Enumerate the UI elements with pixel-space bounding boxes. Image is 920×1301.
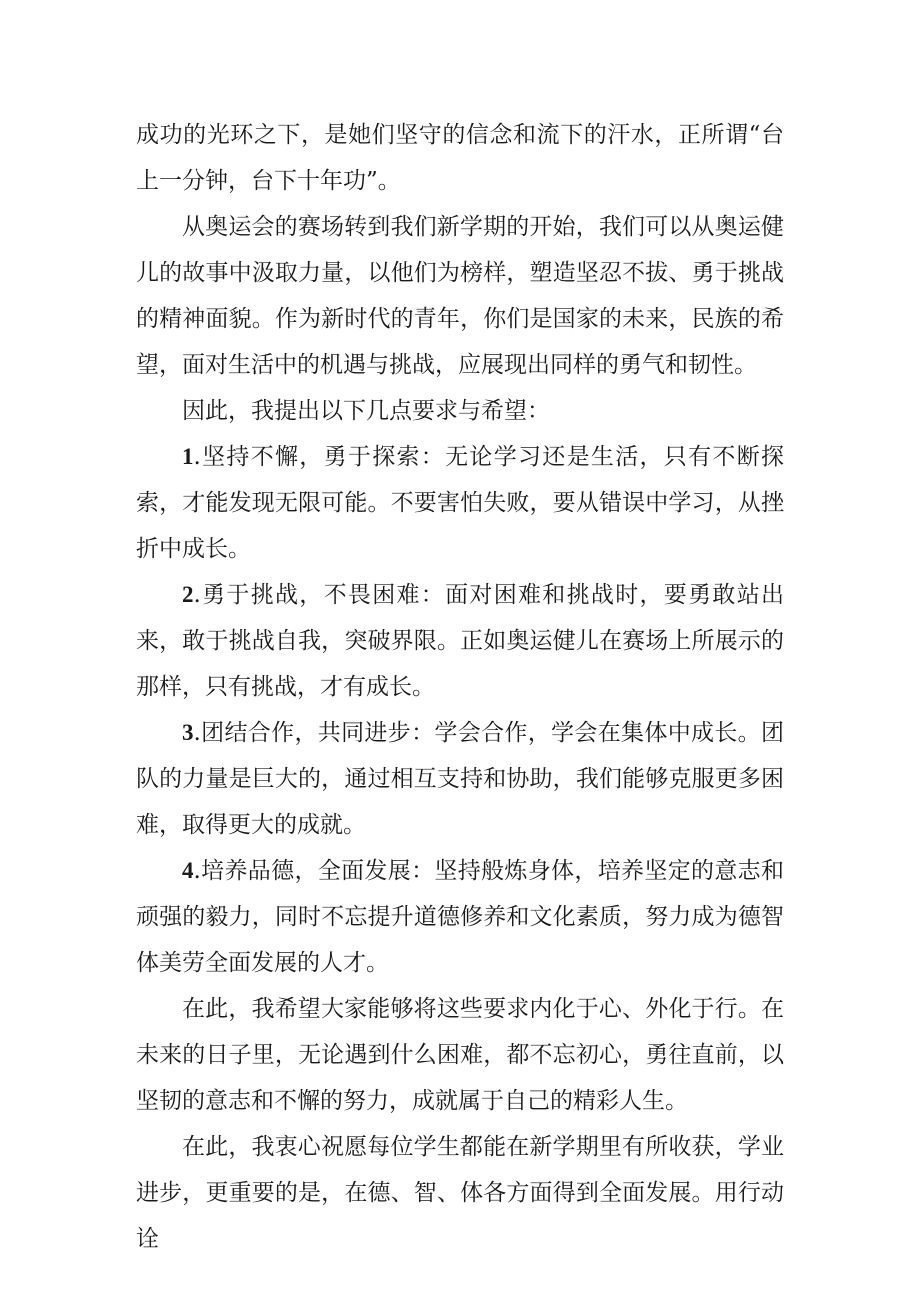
list-item-2-text: .勇于挑战，不畏困难：面对困难和挑战时，要勇敢站出来，敢于挑战自我，突破界限。正如奥运健儿在赛场上所展示的那样，只有挑战，才有成长。 [136,582,784,700]
paragraph-9 [136,1124,784,1262]
list-item-2-number: 2 [182,582,194,607]
paragraph-3-text: 因此，我提出以下几点要求与希望： [182,398,550,424]
list-item-4-number: 4 [182,858,194,883]
paragraph-1 [136,112,784,204]
paragraph-1-text: 成功的光环之下，是她们坚守的信念和流下的汗水，正所谓“台上一分钟，台下十年功”。 [136,122,784,194]
paragraph-8 [136,986,784,1124]
list-item-3-number: 3 [182,720,194,745]
list-item-2 [136,572,784,710]
list-item-4-text: .培养品德，全面发展：坚持般炼身体，培养坚定的意志和顽强的毅力，同时不忘提升道德修养和文化素质，努力成为德智体美劳全面发展的人才。 [136,858,784,976]
list-item-1-text: .坚持不懈，勇于探索：无论学习还是生活，只有不断探索，才能发现无限可能。不要害怕失败，要从错误中学习，从挫折中成长。 [136,444,784,562]
paragraph-2 [136,204,784,388]
paragraph-2-text: 从奥运会的赛场转到我们新学期的开始，我们可以从奥运健儿的故事中汲取力量，以他们为榜样，塑造坚忍不拔、勇于挑战的精神面貌。作为新时代的青年，你们是国家的未来，民族的希望，面对生活中的机遇与挑战，应展现出同样的勇气和韧性。 [136,214,784,378]
paragraph-8-text: 在此，我希望大家能够将这些要求内化于心、外化于行。在未来的日子里，无论遇到什么困难，都不忘初心，勇往直前，以坚韧的意志和不懈的努力，成就属于自己的精彩人生。 [136,996,784,1114]
paragraph-9-text: 在此，我衷心祝愿每位学生都能在新学期里有所收获，学业进步，更重要的是，在德、智、体各方面得到全面发展。用行动诠 [136,1134,784,1252]
list-item-1 [136,434,784,572]
paragraph-3 [136,388,784,434]
list-item-1-number: 1 [182,444,194,469]
document-body [136,112,784,1262]
list-item-3-text: .团结合作，共同进步：学会合作，学会在集体中成长。团队的力量是巨大的，通过相互支持和协助，我们能够克服更多困难，取得更大的成就。 [136,720,784,838]
list-item-4 [136,848,784,986]
list-item-3 [136,710,784,848]
